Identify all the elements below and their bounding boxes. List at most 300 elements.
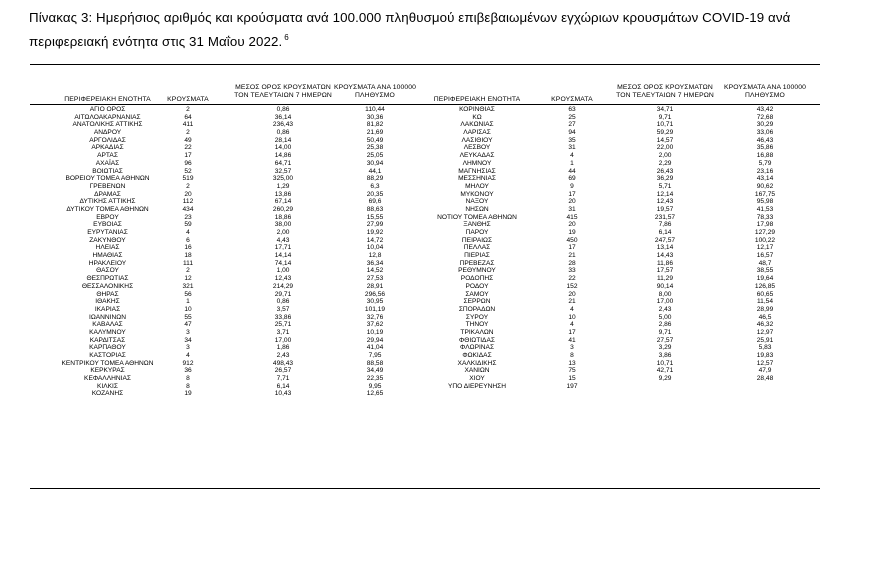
left-cases-cell: 17: [184, 152, 192, 160]
right-avg7-cell: 14,43: [656, 252, 674, 260]
left-region-cell: ΑΧΑΪΑΣ: [95, 159, 120, 167]
left-per100k-cell: 30,94: [366, 159, 384, 167]
right-region-cell: ΧΑΛΚΙΔΙΚΗΣ: [457, 359, 497, 367]
right-region-cell: ΜΑΓΝΗΣΙΑΣ: [458, 167, 496, 175]
right-per100k-cell: 46,32: [756, 321, 774, 329]
left-avg7-cell: 2,43: [276, 352, 290, 359]
left-per100k-cell: 9,95: [368, 382, 382, 390]
left-region-cell: ΘΕΣΠΡΩΤΙΑΣ: [86, 275, 129, 283]
left-region-cell: ΑΙΤΩΛΟΑΚΑΡΝΑΝΙΑΣ: [74, 113, 141, 121]
right-region-cell: ΦΘΙΩΤΙΔΑΣ: [459, 336, 495, 344]
left-cases-cell: 10: [184, 305, 192, 313]
left-cases-cell: 22: [184, 144, 192, 152]
left-avg7-cell: 67,14: [274, 198, 292, 206]
table-row: [0, 183, 873, 191]
right-per100k-cell: 72,68: [756, 113, 774, 121]
left-avg7-cell: 17,71: [274, 244, 292, 252]
right-per100k-cell: 35,86: [756, 144, 774, 152]
left-cases-cell: 19: [184, 390, 192, 398]
right-region-cell: ΠΕΛΛΑΣ: [463, 244, 491, 252]
left-avg7-cell: 18,86: [274, 213, 292, 221]
right-region-cell: ΛΗΜΝΟΥ: [462, 159, 492, 167]
right-avg7-cell: 5,00: [658, 313, 672, 321]
left-region-cell: ΒΟΙΩΤΙΑΣ: [92, 167, 123, 175]
left-per100k-cell: 25,38: [366, 144, 384, 152]
table-row: [0, 198, 873, 206]
right-per100k-cell: 43,14: [756, 175, 774, 183]
left-region-cell: ΘΑΣΟΥ: [96, 267, 119, 275]
left-cases-cell: 2: [186, 182, 190, 190]
right-region-cell: ΜΕΣΣΗΝΙΑΣ: [458, 175, 496, 183]
left-cases-cell: 56: [184, 290, 192, 298]
right-cases-cell: 20: [568, 198, 576, 206]
left-cases-cell: 36: [184, 367, 192, 375]
right-avg7-cell: 12,14: [656, 190, 674, 198]
left-per100k-cell: 27,53: [366, 275, 384, 283]
right-cases-cell: 94: [568, 129, 576, 137]
left-per100k-cell: 110,44: [365, 106, 385, 113]
left-per100k-cell: 14,72: [366, 236, 384, 244]
right-avg7-cell: 27,57: [656, 336, 674, 344]
table-row: [0, 137, 873, 145]
right-per100k-cell: 12,97: [756, 328, 774, 336]
left-cases-cell: 23: [184, 213, 192, 221]
left-avg7-cell: 0,86: [276, 106, 290, 113]
right-per100k-cell: 167,75: [754, 190, 776, 198]
left-per100k-cell: 30,36: [366, 113, 384, 121]
right-region-cell: ΣΑΜΟΥ: [465, 290, 489, 298]
left-avg7-cell: 325,00: [272, 175, 294, 183]
left-region-cell: ΙΘΑΚΗΣ: [95, 298, 120, 306]
left-per100k-cell: 81,82: [366, 121, 384, 129]
left-region-cell: ΗΛΕΙΑΣ: [95, 244, 120, 252]
right-cases-cell: 4: [570, 152, 574, 160]
right-per100k-cell: 17,98: [756, 221, 774, 229]
left-cases-cell: 434: [182, 205, 194, 213]
left-per100k-cell: 19,92: [366, 229, 384, 236]
left-region-cell: ΕΥΡΥΤΑΝΙΑΣ: [87, 229, 128, 236]
table-row: [0, 360, 873, 368]
left-region-cell: ΚΑΛΥΜΝΟΥ: [89, 328, 126, 336]
left-cases-cell: 8: [186, 382, 190, 390]
right-cases-cell: 28: [568, 259, 576, 267]
left-cases-cell: 16: [184, 244, 192, 252]
right-per100k-cell: 90,62: [756, 182, 774, 190]
left-cases-cell: 912: [182, 359, 194, 367]
table-row: [0, 375, 873, 383]
right-avg7-cell: 11,86: [656, 259, 673, 267]
right-region-cell: ΜΗΛΟΥ: [465, 182, 489, 190]
table-row: [0, 106, 873, 114]
left-cases-cell: 112: [182, 198, 194, 206]
left-avg7-cell: 1,86: [276, 344, 290, 352]
right-avg7-cell: 17,00: [656, 298, 674, 306]
right-avg7-cell: 14,57: [656, 136, 674, 144]
left-avg7-cell: 0,86: [276, 129, 290, 137]
header-region-right: ΠΕΡΙΦΕΡΕΙΑΚΗ ΕΝΟΤΗΤΑ: [433, 96, 521, 103]
table-row: [0, 221, 873, 229]
left-per100k-cell: 32,76: [366, 313, 384, 321]
right-avg7-cell: 13,14: [656, 244, 674, 252]
left-region-cell: ΓΡΕΒΕΝΩΝ: [89, 182, 126, 190]
left-avg7-cell: 1,00: [276, 267, 290, 275]
left-avg7-cell: 7,71: [276, 375, 290, 383]
right-region-cell: ΝΑΞΟΥ: [465, 198, 489, 206]
left-cases-cell: 111: [182, 259, 194, 267]
right-avg7-cell: 10,71: [656, 359, 674, 367]
right-region-cell: ΦΩΚΙΔΑΣ: [462, 352, 492, 359]
table-row: [0, 237, 873, 245]
left-per100k-cell: 30,95: [366, 298, 384, 306]
table-row: [0, 252, 873, 260]
right-cases-cell: 3: [570, 344, 574, 352]
left-cases-cell: 3: [186, 344, 190, 352]
right-cases-cell: 17: [568, 328, 576, 336]
table-row: [0, 306, 873, 314]
right-region-cell: ΧΑΝΙΩΝ: [464, 367, 490, 375]
right-cases-cell: 450: [566, 236, 578, 244]
right-avg7-cell: 2,00: [658, 152, 672, 160]
right-avg7-cell: 8,00: [658, 290, 672, 298]
table-header-rule: [30, 104, 820, 105]
right-per100k-cell: 25,91: [756, 336, 774, 344]
table-row: [0, 291, 873, 299]
left-per100k-cell: 25,05: [366, 152, 384, 160]
header-avg7-left: ΜΕΣΟΣ ΟΡΟΣ ΚΡΟΥΣΜΑΤΩΝ ΤΟΝ ΤΕΛΕΥΤΑΙΩΝ 7 ΗΜΕΡΩΝ: [234, 84, 332, 99]
left-per100k-cell: 50,49: [366, 136, 384, 144]
left-avg7-cell: 29,71: [274, 290, 292, 298]
left-cases-cell: 20: [184, 190, 192, 198]
right-cases-cell: 21: [568, 252, 576, 260]
left-per100k-cell: 22,35: [366, 375, 384, 383]
right-per100k-cell: 5,79: [758, 159, 772, 167]
right-region-cell: ΤΡΙΚΑΛΩΝ: [460, 328, 494, 336]
right-per100k-cell: 46,5: [758, 313, 772, 321]
left-region-cell: ΘΗΡΑΣ: [96, 290, 119, 298]
right-per100k-cell: 48,7: [758, 259, 772, 267]
right-cases-cell: 75: [568, 367, 576, 375]
left-avg7-cell: 64,71: [274, 159, 292, 167]
right-avg7-cell: 34,71: [656, 106, 674, 113]
left-per100k-cell: 88,63: [366, 205, 384, 213]
right-per100k-cell: 28,99: [756, 305, 774, 313]
right-avg7-cell: 11,29: [656, 275, 673, 283]
left-region-cell: ΑΡΚΑΔΙΑΣ: [91, 144, 124, 152]
right-region-cell: ΛΑΡΙΣΑΣ: [463, 129, 491, 137]
right-per100k-cell: 12,57: [756, 359, 774, 367]
right-region-cell: ΝΗΣΩΝ: [465, 205, 489, 213]
left-per100k-cell: 44,1: [368, 167, 382, 175]
left-cases-cell: 3: [186, 328, 190, 336]
left-per100k-cell: 15,55: [366, 213, 384, 221]
header-per100k-left: ΚΡΟΥΣΜΑΤΑ ΑΝΑ 100000 ΠΛΗΘΥΣΜΟ: [333, 84, 417, 99]
right-cases-cell: 22: [568, 275, 576, 283]
left-region-cell: ΚΟΖΑΝΗΣ: [91, 390, 124, 398]
left-per100k-cell: 27,99: [366, 221, 384, 229]
table-top-rule: [30, 64, 820, 65]
left-avg7-cell: 12,43: [274, 275, 292, 283]
left-region-cell: ΔΡΑΜΑΣ: [94, 190, 121, 198]
right-cases-cell: 63: [568, 106, 576, 113]
right-per100k-cell: 127,29: [754, 229, 776, 236]
left-avg7-cell: 14,86: [274, 152, 292, 160]
left-per100k-cell: 10,19: [366, 328, 384, 336]
right-cases-cell: 415: [566, 213, 578, 221]
left-cases-cell: 6: [186, 236, 190, 244]
table-row: [0, 175, 873, 183]
right-cases-cell: 69: [568, 175, 576, 183]
left-per100k-cell: 7,95: [368, 352, 382, 359]
right-region-cell: ΛΑΚΩΝΙΑΣ: [460, 121, 494, 129]
caption-footnote: 6: [284, 33, 289, 42]
left-cases-cell: 18: [184, 252, 192, 260]
right-per100k-cell: 60,65: [756, 290, 774, 298]
left-region-cell: ΖΑΚΥΝΘΟΥ: [89, 236, 126, 244]
right-region-cell: ΤΗΝΟΥ: [465, 321, 489, 329]
left-cases-cell: 8: [186, 375, 190, 383]
left-cases-cell: 4: [186, 352, 190, 359]
left-cases-cell: 52: [184, 167, 192, 175]
table-row: [0, 214, 873, 222]
left-cases-cell: 2: [186, 267, 190, 275]
table-row: [0, 260, 873, 268]
left-region-cell: ΚΑΣΤΟΡΙΑΣ: [89, 352, 126, 359]
left-per100k-cell: 88,58: [366, 359, 384, 367]
right-region-cell: ΡΟΔΟΠΗΣ: [460, 275, 494, 283]
right-per100k-cell: 78,33: [756, 213, 774, 221]
left-per100k-cell: 14,52: [366, 267, 384, 275]
right-cases-cell: 17: [568, 244, 576, 252]
right-avg7-cell: 2,43: [658, 305, 672, 313]
right-avg7-cell: 17,57: [656, 267, 674, 275]
right-cases-cell: 13: [568, 359, 576, 367]
right-region-cell: ΦΛΩΡΙΝΑΣ: [459, 344, 495, 352]
left-per100k-cell: 10,04: [366, 244, 384, 252]
right-avg7-cell: 9,71: [658, 328, 672, 336]
right-per100k-cell: 12,17: [756, 244, 774, 252]
right-avg7-cell: 6,14: [658, 229, 672, 236]
left-region-cell: ΔΥΤΙΚΗΣ ΑΤΤΙΚΗΣ: [79, 198, 136, 206]
left-cases-cell: 55: [184, 313, 192, 321]
right-per100k-cell: 16,57: [756, 252, 774, 260]
right-cases-cell: 15: [568, 375, 576, 383]
right-per100k-cell: 28,48: [756, 375, 774, 383]
left-avg7-cell: 38,00: [274, 221, 292, 229]
table-body: [0, 106, 873, 398]
left-cases-cell: 519: [182, 175, 194, 183]
left-region-cell: ΒΟΡΕΙΟΥ ΤΟΜΕΑ ΑΘΗΝΩΝ: [65, 175, 150, 183]
left-region-cell: ΑΝΑΤΟΛΙΚΗΣ ΑΤΤΙΚΗΣ: [72, 121, 143, 129]
right-avg7-cell: 10,71: [656, 121, 674, 129]
left-avg7-cell: 1,29: [276, 182, 290, 190]
left-cases-cell: 47: [184, 321, 192, 329]
table-row: [0, 298, 873, 306]
right-avg7-cell: 26,43: [656, 167, 674, 175]
right-region-cell: ΛΑΣΙΘΙΟΥ: [461, 136, 493, 144]
right-region-cell: ΚΩ: [472, 113, 482, 121]
right-per100k-cell: 46,43: [756, 136, 774, 144]
left-cases-cell: 321: [182, 282, 194, 290]
left-avg7-cell: 26,57: [274, 367, 292, 375]
table-caption: [29, 8, 859, 52]
left-region-cell: ΚΕΦΑΛΛΗΝΙΑΣ: [84, 375, 131, 383]
right-per100k-cell: 5,83: [758, 344, 772, 352]
right-region-cell: ΣΠΟΡΑΔΩΝ: [458, 305, 496, 313]
right-per100k-cell: 100,22: [754, 236, 776, 244]
left-avg7-cell: 17,00: [274, 336, 292, 344]
right-avg7-cell: 5,71: [658, 182, 672, 190]
table-bottom-rule: [30, 488, 820, 489]
left-cases-cell: 64: [184, 113, 192, 121]
table-row: [0, 121, 873, 129]
left-avg7-cell: 10,43: [274, 390, 292, 398]
header-avg7-right: ΜΕΣΟΣ ΟΡΟΣ ΚΡΟΥΣΜΑΤΩΝ ΤΟΝ ΤΕΛΕΥΤΑΙΩΝ 7 ΗΜΕΡΩΝ: [616, 84, 714, 99]
left-cases-cell: 2: [186, 129, 190, 137]
left-region-cell: ΑΡΤΑΣ: [97, 152, 118, 160]
table-row: [0, 383, 873, 391]
left-region-cell: ΕΒΡΟΥ: [96, 213, 119, 221]
right-cases-cell: 31: [568, 144, 576, 152]
right-cases-cell: 197: [566, 382, 578, 390]
right-region-cell: ΣΕΡΡΩΝ: [463, 298, 491, 306]
table-row: [0, 129, 873, 137]
left-region-cell: ΑΝΔΡΟΥ: [93, 129, 122, 137]
right-avg7-cell: 7,86: [658, 221, 672, 229]
table-row: [0, 144, 873, 152]
left-region-cell: ΚΕΡΚΥΡΑΣ: [90, 367, 125, 375]
right-avg7-cell: 3,29: [658, 344, 672, 352]
table-row: [0, 283, 873, 291]
left-avg7-cell: 74,14: [274, 259, 292, 267]
left-region-cell: ΙΚΑΡΙΑΣ: [94, 305, 121, 313]
left-avg7-cell: 4,43: [276, 236, 290, 244]
table-row: [0, 244, 873, 252]
right-per100k-cell: 33,06: [756, 129, 774, 137]
left-region-cell: ΚΕΝΤΡΙΚΟΥ ΤΟΜΕΑ ΑΘΗΝΩΝ: [61, 359, 154, 367]
left-region-cell: ΗΡΑΚΛΕΙΟΥ: [88, 259, 127, 267]
left-per100k-cell: 36,34: [366, 259, 384, 267]
left-avg7-cell: 6,14: [276, 382, 290, 390]
right-per100k-cell: 30,29: [756, 121, 774, 129]
left-per100k-cell: 34,49: [366, 367, 384, 375]
left-avg7-cell: 0,86: [276, 298, 290, 306]
right-cases-cell: 19: [568, 229, 576, 236]
left-avg7-cell: 36,14: [274, 113, 292, 121]
table-row: [0, 275, 873, 283]
right-cases-cell: 41: [568, 336, 576, 344]
right-region-cell: ΠΡΕΒΕΖΑΣ: [459, 259, 495, 267]
left-avg7-cell: 14,14: [274, 252, 292, 260]
right-per100k-cell: 95,98: [756, 198, 774, 206]
right-cases-cell: 25: [568, 113, 576, 121]
left-avg7-cell: 236,43: [272, 121, 294, 129]
header-cases-right: ΚΡΟΥΣΜΑΤΑ: [551, 96, 593, 103]
left-region-cell: ΙΩΑΝΝΙΝΩΝ: [89, 313, 126, 321]
right-cases-cell: 31: [568, 205, 576, 213]
left-avg7-cell: 214,29: [272, 282, 294, 290]
table-row: [0, 152, 873, 160]
left-per100k-cell: 101,19: [364, 305, 386, 313]
left-region-cell: ΚΑΡΠΑΘΟΥ: [89, 344, 126, 352]
right-avg7-cell: 59,29: [656, 129, 674, 137]
right-per100k-cell: 41,53: [756, 205, 774, 213]
right-avg7-cell: 247,57: [654, 236, 676, 244]
table-row: [0, 168, 873, 176]
right-cases-cell: 27: [568, 121, 576, 129]
left-region-cell: ΚΙΛΚΙΣ: [97, 382, 118, 390]
left-per100k-cell: 69,6: [368, 198, 382, 206]
right-cases-cell: 1: [570, 159, 574, 167]
table-row: [0, 314, 873, 322]
right-region-cell: ΧΙΟΥ: [469, 375, 485, 383]
left-cases-cell: 12: [184, 275, 192, 283]
left-avg7-cell: 32,57: [274, 167, 292, 175]
table-row: [0, 160, 873, 168]
left-region-cell: ΚΑΡΔΙΤΣΑΣ: [89, 336, 126, 344]
right-avg7-cell: 2,29: [658, 159, 672, 167]
right-avg7-cell: 9,71: [658, 113, 672, 121]
right-region-cell: ΡΕΘΥΜΝΟΥ: [458, 267, 496, 275]
right-region-cell: ΛΕΥΚΑΔΑΣ: [459, 152, 495, 160]
left-cases-cell: 49: [184, 136, 192, 144]
right-per100k-cell: 11,54: [756, 298, 773, 306]
table-row: [0, 191, 873, 199]
right-avg7-cell: 3,86: [658, 352, 672, 359]
right-avg7-cell: 36,29: [656, 175, 674, 183]
left-avg7-cell: 498,43: [272, 359, 294, 367]
left-avg7-cell: 2,00: [276, 229, 290, 236]
right-avg7-cell: 2,86: [658, 321, 672, 329]
right-per100k-cell: 23,16: [756, 167, 774, 175]
right-per100k-cell: 38,55: [756, 267, 774, 275]
left-per100k-cell: 28,91: [366, 282, 384, 290]
left-per100k-cell: 20,35: [366, 190, 384, 198]
right-cases-cell: 9: [570, 182, 574, 190]
right-region-cell: ΥΠΟ ΔΙΕΡΕΥΝΗΣΗ: [448, 382, 506, 390]
left-per100k-cell: 12,65: [366, 390, 384, 398]
right-region-cell: ΠΙΕΡΙΑΣ: [464, 252, 490, 260]
right-avg7-cell: 42,71: [656, 367, 674, 375]
right-cases-cell: 20: [568, 221, 576, 229]
left-cases-cell: 59: [184, 221, 192, 229]
left-per100k-cell: 21,69: [366, 129, 384, 137]
right-region-cell: ΣΥΡΟΥ: [465, 313, 489, 321]
right-cases-cell: 152: [566, 282, 578, 290]
right-cases-cell: 21: [568, 298, 576, 306]
right-avg7-cell: 231,57: [654, 213, 676, 221]
table-row: [0, 114, 873, 122]
table-row: [0, 229, 873, 237]
left-region-cell: ΑΓΙΟ ΟΡΟΣ: [89, 106, 126, 113]
left-avg7-cell: 3,57: [276, 305, 290, 313]
right-region-cell: ΡΟΔΟΥ: [465, 282, 489, 290]
left-region-cell: ΘΕΣΣΑΛΟΝΙΚΗΣ: [81, 282, 134, 290]
left-cases-cell: 2: [186, 106, 190, 113]
left-avg7-cell: 14,00: [274, 144, 292, 152]
left-per100k-cell: 37,62: [366, 321, 384, 329]
right-region-cell: ΝΟΤΙΟΥ ΤΟΜΕΑ ΑΘΗΝΩΝ: [437, 213, 517, 221]
right-per100k-cell: 19,64: [756, 275, 774, 283]
right-cases-cell: 35: [568, 136, 576, 144]
header-per100k-right: ΚΡΟΥΣΜΑΤΑ ΑΝΑ 100000 ΠΛΗΘΥΣΜΟ: [723, 84, 807, 99]
caption-text: Πίνακας 3: Ημερήσιος αριθμός και κρούσματα ανά 100.000 πληθυσμού επιβεβαιωμένων εγχώριων κρουσμάτων COVID-19 ανά περιφερειακή ενότητα στις 31 Μαΐου 2022.: [29, 10, 791, 49]
table-row: [0, 206, 873, 214]
left-cases-cell: 34: [184, 336, 192, 344]
right-cases-cell: 17: [568, 190, 576, 198]
left-avg7-cell: 260,29: [272, 205, 294, 213]
table-row: [0, 321, 873, 329]
right-cases-cell: 10: [568, 313, 576, 321]
